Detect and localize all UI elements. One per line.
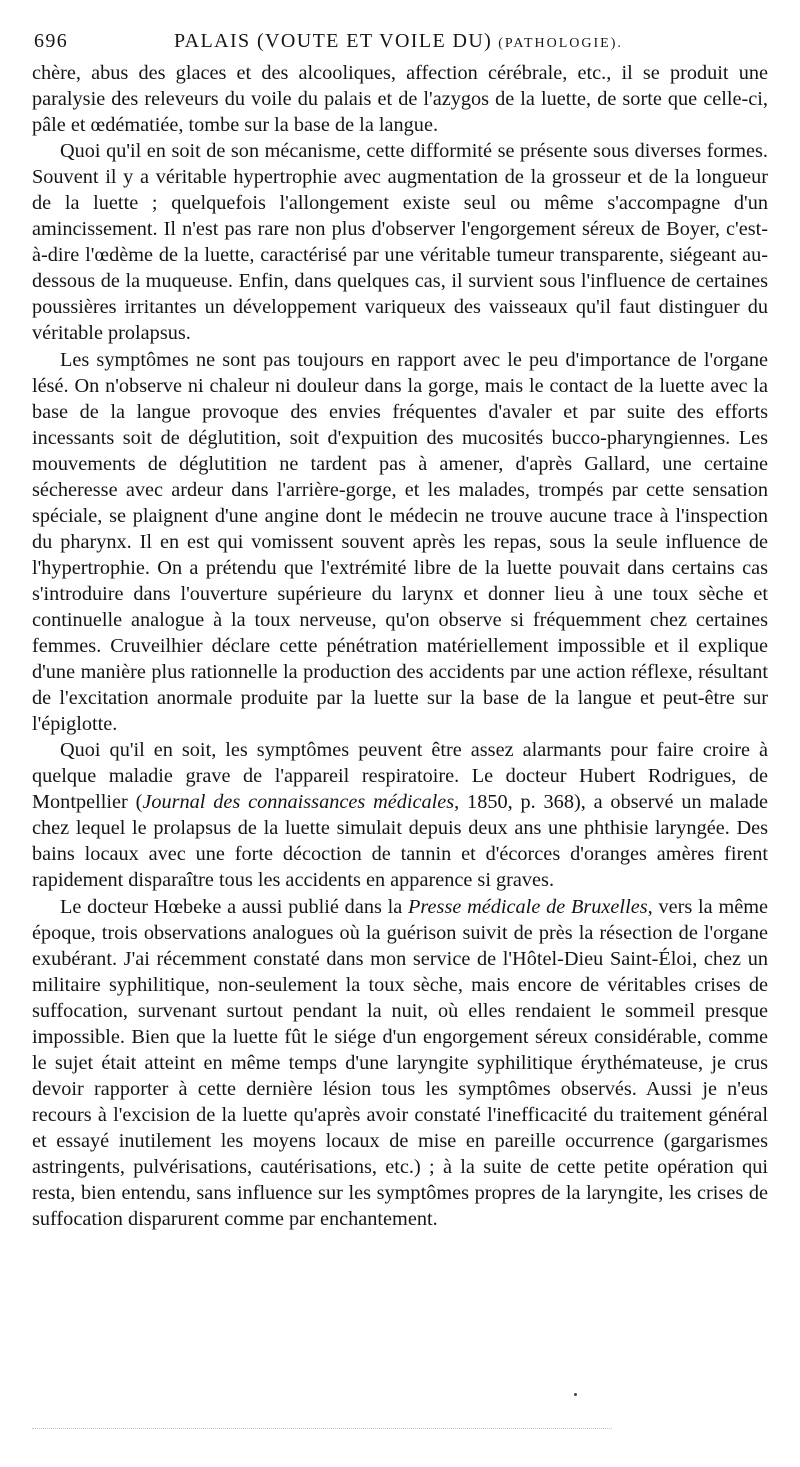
paragraph-symptoms: Les symptômes ne sont pas toujours en rapport avec le peu d'importance de l'organe lésé. On n'observe ni chaleur ni douleur dans la gorge, mais le contact de la luette avec la base de la langue provoque des envies fréquentes d'avaler et par suite des efforts incessants soit de déglutition, soit d'expuition des mucosités bucco-pharyngiennes. Les mouvements de déglutition ne tardent pas à amener, d'après Gallard, une certaine sécheresse avec ardeur dans l'arrière-gorge, et les malades, trompés par cette sensation spéciale, se plaignent d'une angine dont le médecin ne trouve aucune trace à l'inspection du pharynx. Il en est qui vomissent souvent après les repas, sous la seule influence de l'hypertrophie. On a prétendu que l'extrémité libre de la luette pouvait dans certains cas s'introduire dans l'ouverture supérieure du larynx et donner lieu à une toux sèche et continuelle analogue à la toux nerveuse, qu'on observe si fréquemment chez certaines femmes. Cruveilhier déclare cette pénétration matériellement impossible et il explique d'une manière plus rationnelle la production des accidents par une action réflexe, résultant de l'excitation anormale produite par la luette sur la base de la langue et peut-être sur l'épiglotte.: [32, 348, 768, 736]
bottom-rule: [32, 1428, 612, 1435]
paragraph-rodrigues-case: [32, 737, 768, 893]
ink-speck: [574, 1393, 577, 1396]
rodrigues-text: Quoi qu'il en soit, les symptômes peuvent être assez alarmants pour faire croire à quelque maladie grave de l'appareil respiratoire. Le docteur Hubert Rodrigues, de Montpellier (: [32, 739, 768, 814]
running-title-main: PALAIS (VOUTE ET VOILE DU): [174, 30, 493, 52]
hoebeke-intro: Le docteur Hœbeke a aussi publié dans la: [60, 895, 409, 918]
publication-title: Presse médicale de Bruxelles: [408, 895, 648, 918]
paragraph-forms: Quoi qu'il en soit de son mécanisme, cette difformité se présente sous diverses formes. Souvent il y a véritable hypertrophie avec augmentation de la grosseur et de la longueur de la luette ; quelquefois l'allongement existe seul ou même s'accompagne d'un amincissement. Il n'est pas rare non plus d'observer l'engorgement séreux de Boyer, c'est-à-dire l'œdème de la luette, caractérisé par une véritable tumeur transparente, siégeant au-dessous de la muqueuse. Enfin, dans quelques cas, il survient sous l'influence de certaines poussières irritantes un développement variqueux des vaisseaux qu'il faut distinguer du véritable prolapsus.: [32, 140, 768, 345]
hoebeke-text: vers la même époque, trois observations analogues où la guérison suivit de près la résection de l'organe exubérant. J'ai récemment constaté dans mon service de l'Hôtel-Dieu Saint-Éloi, chez un militaire syphilitique, non-seulement la toux sèche, mais encore de véritables crises de suffocation, survenant surtout pendant la nuit, où elles rendaient le sommeil presque impossible. Bien que la luette fût le siége d'un engorgement séreux considérable, comme le sujet était atteint en même temps d'une laryngite syphilitique érythémateuse, je crus devoir rapporter à cette dernière lésion tous les symptômes observés. Aussi je n'eus recours à l'excision de la luette qu'après avoir constaté l'inefficacité du traitement général et essayé inutilement les moyens locaux de mise en pareille occurrence (gargarismes astringents, pulvérisations, cautérisations, etc.) ; à la suite de cette petite opération qui resta, bien entendu, sans influence sur les symptômes propres de la laryngite, les crises de suffocation disparurent comme par enchantement.: [32, 895, 768, 1231]
journal-reference: , 1850, p. 368), a observé un malade chez lequel le prolapsus de la luette simulait depuis deux ans une phthisie laryngée. Des bains locaux avec une forte décoction de tannin et d'écorces d'oranges amères firent rapidement disparaître tous les accidents en apparence si graves.: [32, 791, 768, 892]
publication-punct: ,: [647, 895, 653, 918]
running-title: [174, 30, 623, 53]
paragraph-hoebeke-case: [32, 894, 768, 1233]
journal-title: Journal des connaissances médicales: [142, 791, 455, 814]
page-number: 696: [34, 30, 69, 52]
running-title-subject: (PATHOLOGIE).: [498, 36, 623, 51]
body-text: [32, 60, 768, 1232]
paragraph-continuation: chère, abus des glaces et des alcooliques, affection cérébrale, etc., il se produit une paralysie des releveurs du voile du palais et de l'azygos de la luette, de sorte que celle-ci, pâle et œdématiée, tombe sur la base de la langue.: [32, 62, 768, 137]
running-head: [32, 30, 768, 60]
